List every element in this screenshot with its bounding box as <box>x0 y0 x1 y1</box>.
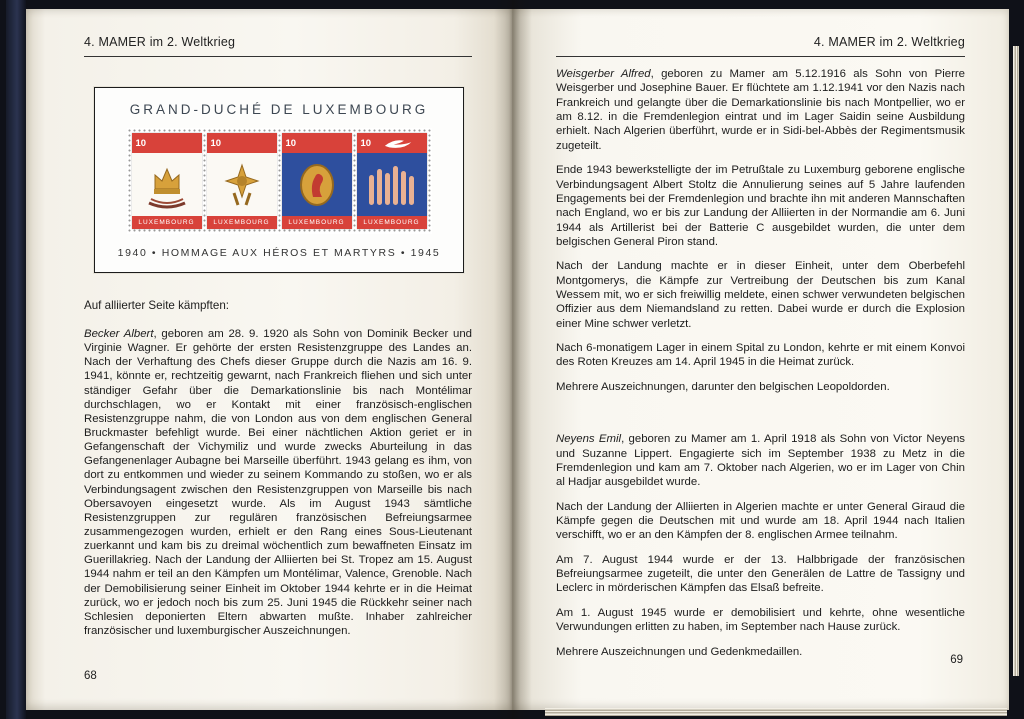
stamp-sheet-image <box>94 87 464 273</box>
war-cross-medals-icon <box>214 159 270 211</box>
biography-neyens-awards <box>556 645 965 659</box>
biography-weisgerber-p4 <box>556 341 965 370</box>
stamp-country-label: LUXEMBOURG <box>207 216 277 229</box>
stamp-value-band <box>132 133 202 153</box>
stamp-dove-hands <box>357 133 427 229</box>
stamp-country-label: LUXEMBOURG <box>282 216 352 229</box>
page-stack-bottom-edge <box>545 708 1007 716</box>
person-name-becker: Becker Albert <box>84 328 154 340</box>
paragraph-text: , geboren zu Mamer am 1. April 1918 als Sohn von Victor Neyens und Suzanne Lippert. Engagierte sich im September 1938 zu Metz in die Fremdenlegion und kam am 7. Oktober nach Algerien, wo er im Lager von Chin al Hadjar ausgebildet wurde. <box>556 433 966 489</box>
raised-hands-icon <box>364 159 420 211</box>
biography-weisgerber-p2 <box>556 163 965 249</box>
paragraph-text: Ende 1943 bewerkstelligte der im Petrußtale zu Luxemburg geborene englische Verbindungsagent Albert Stoltz die Annulierung seines auf 5 Jahre laufenden Engagements bei der Fremdenlegion und brachte ihn mit anderen Mannschaften nach England, wo er bis zur Landung der Alliierten in der Normandie am 6. Juni 1944 als Artillerist bei der Batterie C ausgebildet wurden, die unter dem belgischen General Piron stand. <box>556 164 965 248</box>
page-left <box>26 9 512 710</box>
stamp-country-label: LUXEMBOURG <box>132 216 202 229</box>
biography-weisgerber-awards <box>556 380 965 394</box>
stamp-motif-area <box>282 153 352 216</box>
page-left-content <box>84 35 472 692</box>
crown-over-thorn-branches-icon <box>139 159 195 211</box>
stamp-lion-shield <box>282 133 352 229</box>
stamp-sheet-caption: 1940 • HOMMAGE AUX HÉROS ET MARTYRS • 1945 <box>117 247 441 259</box>
biography-becker <box>84 327 472 638</box>
stamp-value-band <box>282 133 352 153</box>
biography-weisgerber-p1 <box>556 67 965 153</box>
stamp-value-band <box>357 133 427 153</box>
paragraph-text: , geboren zu Mamer am 5.12.1916 als Sohn von Pierre Weisgerber und Josephine Bauer. Er flüchtete am 1.12.1941 vor den Nazis nach Frankreich und gelangte über die Demarkationslinie bis nach Montpellier, wo er am 8.12. in die Fremdenlegion eintrat und im Lager Saidin seine Ausbildung erhielt. Nach Algerien überführt, wurde er in Sidi-bel-Abbès der Regimentsmusik zugeteilt. <box>556 68 965 152</box>
page-right <box>512 9 1009 710</box>
running-header-right-text: 4. MAMER im 2. Weltkrieg <box>813 35 965 49</box>
person-name-weisgerber: Weisgerber Alfred <box>556 68 651 80</box>
biography-becker-text: , geboren am 28. 9. 1920 als Sohn von Dominik Becker und Virginie Wagner. Er gehörte der ersten Resistenzgruppe des Landes an. Nach der Verhaftung des Chefs dieser Gruppe durch die Nazis am 16. 9. 1941, könnte er, rechtzeitig gewarnt, nach Frankreich fliehen und sich unter ständiger Gefahr über die Demarkationslinie bis nach Montélimar durchschlagen, wo er Kontakt mit einer französisch-englischen Resistenzgruppe nahm, die von London aus von dem englischen General Bruckmaster befehligt wurde. Bei einer nächtlichen Aktion geriet er in Gefangenschaft der Vichymiliz und wurde zwecks Aburteilung in das Gefangenenlager Aubagne bei Marseille überführt. 1943 gelang es ihm, von dort zu entkommen und wieder zu seinem Kommando zu stoßen, wo er als Verbindungsagent zwischen den Resistenzgruppen von Marseille bis nach Obersavoyen eingesetzt wurde. Als im August 1943 sämtliche Resistenzgruppen zur regulären französischen Befreiungsarmee zusammengezogen wurden, erhielt er den Rang eines Sous-Lieutenant zuerkannt und kam bis zu dreimal wöchentlich zum bewaffneten Einsatz im Guerillakrieg. Nach der Landung der Alliierten bei St. Tropez am 15. August 1944 nahm er teil an den Kämpfen um Montélimar, Valence, Grenoble. Nach der Demobilisierung seiner Einheit im Oktober 1944 kehrte er in die Heimat zurück, wo er jedoch noch bis zum 25. Juni 1945 die Rückkehr seiner nach Schlesien deponierten Eltern abwarten mußte. Inhaber zahlreicher französischer und luxemburgischer Auszeichnungen. <box>84 328 473 637</box>
paragraph-text: Am 7. August 1944 wurde er der 13. Halbbrigade der französischen Befreiungsarmee zugeteilt, die unter den Generälen de Lattre de Tassigny und Leclerc in mörderischen Kämpfen das Elsaß befreite. <box>556 553 965 595</box>
book-cover-edge <box>6 0 26 719</box>
page-right-content <box>556 35 965 692</box>
biography-neyens-p3 <box>556 553 965 596</box>
stamps-row <box>127 128 432 234</box>
stamp-value: 10 <box>135 137 147 149</box>
page-stack-right-edge <box>1013 46 1019 676</box>
stamp-motif-area <box>132 153 202 216</box>
stamp-value-band <box>207 133 277 153</box>
stamp-crown <box>132 133 202 229</box>
stamp-medals <box>207 133 277 229</box>
stamp-value: 10 <box>285 137 297 149</box>
biography-neyens-p1 <box>556 432 965 489</box>
stamp-motif-area <box>357 153 427 216</box>
paragraph-text: Am 1. August 1945 wurde er demobilisiert und kehrte, ohne wesentliche Verwundungen erlitten zu haben, im September nach Hause zurück. <box>556 606 965 634</box>
stamp-value: 10 <box>360 137 372 149</box>
stamp-value: 10 <box>210 137 222 149</box>
paragraph-text: Nach 6-monatigem Lager in einem Spital zu London, kehrte er mit einem Konvoi des Roten Kreuzes am 14. April 1945 in die Heimat zurück. <box>556 342 965 369</box>
paragraph-text: Mehrere Auszeichnungen und Gedenkmedaillen. <box>556 645 803 658</box>
paragraph-text: Mehrere Auszeichnungen, darunter den belgischen Leopoldorden. <box>556 380 890 393</box>
person-name-neyens: Neyens Emil <box>556 433 622 446</box>
dove-icon <box>379 135 423 151</box>
biography-neyens-p2 <box>556 500 965 543</box>
stamp-country-label: LUXEMBOURG <box>357 216 427 229</box>
running-header-left <box>84 35 472 57</box>
running-header-left-text: 4. MAMER im 2. Weltkrieg <box>84 35 236 49</box>
page-number-left: 68 <box>84 670 97 682</box>
golden-lion-shield-icon <box>289 159 345 211</box>
biography-weisgerber-p3 <box>556 259 965 331</box>
stamp-motif-area <box>207 153 277 216</box>
dove-wrap <box>371 135 422 151</box>
intro-line: Auf alliierter Seite kämpften: <box>84 299 229 312</box>
paragraph-text: Nach der Landung machte er in dieser Einheit, unter dem Oberbefehl Montgomerys, die Kämpfe zur Vertreibung der Deutschen bis zum Kanal Wessem mit, wo er sich freiwillig meldete, einen schwer verwundeten belgischen Offizier aus dem Niemandsland zu retten. Dabei wurde er durch die Explosion einer Mine schwer verletzt. <box>556 260 965 330</box>
running-header-right <box>556 35 965 57</box>
stamp-sheet-title: GRAND-DUCHÉ DE LUXEMBOURG <box>129 102 429 117</box>
paragraph-text: Nach der Landung der Alliierten in Algerien machte er unter General Giraud die Kämpfe gegen die Deutschen mit und wurde am 18. April 1944 nach Italien verschifft, wo er an den Kämpfen der 8. englischen Armee teilnahm. <box>556 500 965 542</box>
page-number-right: 69 <box>950 654 963 666</box>
biography-neyens-p4 <box>556 606 965 635</box>
